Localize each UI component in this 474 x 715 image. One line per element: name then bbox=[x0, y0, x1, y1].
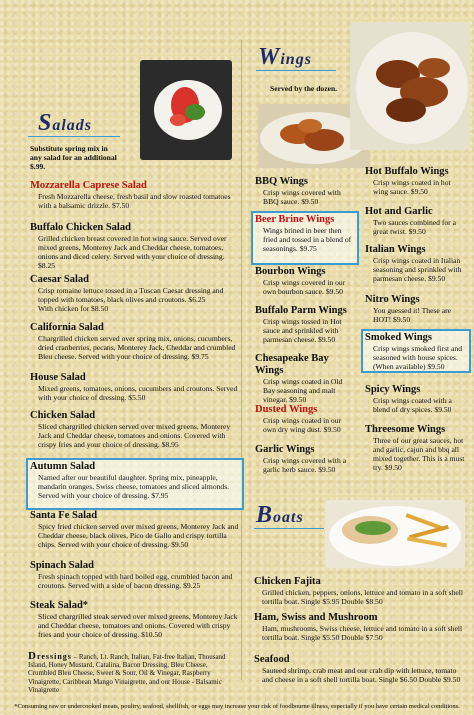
menu-item-price: $9.50 bbox=[427, 362, 445, 371]
menu-item bbox=[30, 180, 240, 210]
menu-item-price: $9.50 bbox=[393, 315, 411, 324]
wings-heading-underline bbox=[256, 70, 336, 71]
menu-item bbox=[255, 444, 355, 474]
menu-item-desc-text: Crisp romaine lettuce tossed in a Tuscan Caesar dressing and topped with tomatoes, black olives and croutons. bbox=[38, 286, 224, 304]
column-divider bbox=[241, 40, 242, 680]
menu-item-price: $9.50 bbox=[434, 405, 452, 414]
wings-heading-cap: W bbox=[258, 44, 281, 70]
menu-item-desc-text: Sliced chargrilled chicken served over mixed greens, Monterey Jack and Cheddar cheese, tomatoes and onions. Covered with crispy fries and your choice of dressing. bbox=[38, 422, 231, 449]
menu-item bbox=[255, 266, 355, 296]
dressings-dash: – bbox=[73, 653, 79, 661]
wings-heading-rest: ings bbox=[280, 51, 312, 68]
menu-item-price: $9.75 bbox=[299, 244, 317, 253]
menu-item-name: Italian Wings bbox=[365, 244, 426, 255]
menu-item-desc-text: Three of our great sauces, hot and garlic, cajun and bbq all mixed together. This is a must try. bbox=[373, 436, 465, 472]
boats-photo bbox=[325, 500, 465, 568]
menu-item bbox=[254, 612, 464, 642]
menu-item-price: $9.25 bbox=[183, 581, 201, 590]
menu-item bbox=[365, 332, 467, 371]
wings-heading bbox=[258, 44, 312, 71]
menu-item-desc-text: Crisp wings coated in Old Bay seasoning and malt vinegar. bbox=[263, 377, 343, 404]
menu-item-desc-text: Crisp wings coated in Italian seasoning and sprinkled with parmesan cheese. bbox=[373, 256, 462, 283]
menu-item-description bbox=[255, 456, 355, 474]
menu-item-name: Buffalo Chicken Salad bbox=[30, 222, 131, 233]
menu-item-price: $7.50 bbox=[112, 201, 130, 210]
menu-item bbox=[30, 372, 240, 402]
menu-item bbox=[365, 244, 467, 283]
menu-item-description bbox=[254, 666, 464, 684]
menu-item-name: Spinach Salad bbox=[30, 560, 94, 571]
menu-item-description bbox=[255, 416, 355, 434]
menu-item-name: Steak Salad* bbox=[30, 600, 89, 611]
menu-item-description bbox=[30, 192, 240, 210]
menu-item-price: $9.50 bbox=[408, 227, 426, 236]
menu-item-name: Autumn Salad bbox=[30, 461, 96, 472]
wings-photo-large bbox=[350, 22, 470, 150]
menu-item-desc-text: Crisp wings tossed in Hot sauce and sprinkled with parmesan cheese. bbox=[263, 317, 342, 344]
menu-item-desc-text: Crisp wings covered with BBQ sauce. bbox=[263, 188, 341, 206]
menu-item-description bbox=[365, 306, 467, 324]
menu-item-name: Seafood bbox=[254, 654, 290, 665]
menu-item-name: Santa Fe Salad bbox=[30, 510, 98, 521]
menu-item-name: Chesapeake Bay Wings bbox=[255, 353, 329, 376]
menu-item-desc-text: Fresh spinach topped with hard boiled egg, crumbled bacon and croutons. Served with a side of bacon dressing. bbox=[38, 572, 233, 590]
menu-item-price: $8.95 bbox=[161, 440, 179, 449]
menu-item-description bbox=[365, 218, 467, 236]
menu-item-desc-text: Crisp wings coated in hot wing sauce. bbox=[373, 178, 451, 196]
menu-item-description bbox=[30, 522, 240, 549]
menu-item-desc-text: Grilled chicken breast covered in hot wing sauce. Served over mixed greens, Monterey Jack and Cheddar cheese, tomatoes, onions and diced celery. Served with your choice of dressing. bbox=[38, 234, 227, 261]
menu-item-name: BBQ Wings bbox=[255, 176, 309, 187]
menu-item bbox=[365, 424, 467, 472]
boats-heading bbox=[256, 502, 304, 529]
menu-item-name: Threesome Wings bbox=[365, 424, 446, 435]
menu-item-name: Chicken Salad bbox=[30, 410, 96, 421]
menu-item-price: $8.25 bbox=[38, 261, 56, 270]
menu-item-desc-text: Crisp wings covered in our own bourbon sauce. bbox=[263, 278, 346, 296]
menu-item-description bbox=[365, 436, 467, 472]
menu-item bbox=[30, 410, 240, 449]
menu-item-description bbox=[30, 612, 240, 639]
menu-item bbox=[30, 222, 240, 270]
menu-item bbox=[30, 510, 240, 549]
menu-item-desc-text: Named after our beautiful daughter. Spring mix, pineapple, mandarin oranges, Swiss cheese, tomatoes and sliced almonds. Served with your choice of dressing. bbox=[38, 473, 230, 500]
menu-item-desc-text: Crisp wings coated with a blend of dry spices. bbox=[373, 396, 452, 414]
menu-item-name: Hot and Garlic bbox=[365, 206, 433, 217]
menu-item-price: $7.95 bbox=[151, 491, 169, 500]
menu-item-description bbox=[30, 286, 240, 313]
menu-item bbox=[365, 384, 467, 414]
menu-item-price: $10.50 bbox=[141, 630, 163, 639]
salads-heading-underline bbox=[28, 136, 120, 137]
menu-item-name: California Salad bbox=[30, 322, 104, 333]
menu-item-description bbox=[365, 256, 467, 283]
menu-item-desc-text: Crisp wings covered with a garlic herb sauce. bbox=[263, 456, 347, 474]
menu-item-name: Smoked Wings bbox=[365, 332, 433, 343]
dressings-heading-cap: D bbox=[28, 650, 37, 662]
salads-heading-rest: alads bbox=[52, 117, 93, 134]
menu-item bbox=[30, 274, 240, 313]
menu-item-name: Buffalo Parm Wings bbox=[255, 305, 347, 316]
menu-item-price: $5.50 bbox=[128, 393, 146, 402]
menu-item-desc-text: Mixed greens, tomatoes, onions, cucumbers and croutons. Served with your choice of dressing. bbox=[38, 384, 238, 402]
salads-heading bbox=[38, 110, 92, 137]
menu-item-price: $9.50 bbox=[318, 465, 336, 474]
menu-item-name: Chicken Fajita bbox=[254, 576, 321, 587]
menu-item-description bbox=[30, 473, 240, 500]
menu-item-description bbox=[254, 588, 464, 606]
dressings-list: Ranch, Lt. Ranch, Italian, Fat-free Italian, Thousand Island, Honey Mustard, Catalina, Bacon Dressing, Bleu Cheese, Crumbled Bleu Cheese, Sweet & Sour, Oil & Vinegar, Raspberry Vinaigrette, Caribbean Mango Vinaigrette, and our House - Balsamic Vinaigrette bbox=[28, 653, 226, 694]
menu-item-description bbox=[30, 572, 240, 590]
menu-item bbox=[30, 322, 240, 361]
menu-item-name: Garlic Wings bbox=[255, 444, 315, 455]
footer-disclaimer: *Consuming raw or undercooked meats, poultry, seafood, shellfish, or eggs may increase your risk of foodbourne illness, especially if you have certain medical conditions. bbox=[14, 703, 460, 710]
menu-item bbox=[255, 353, 355, 404]
menu-item-name: Bourbon Wings bbox=[255, 266, 326, 277]
menu-item bbox=[255, 305, 355, 344]
menu-item-desc-text: Crisp wings coated in our own dry wing dust. bbox=[263, 416, 342, 434]
dressings-box bbox=[28, 652, 236, 694]
menu-item-description bbox=[30, 334, 240, 361]
menu-item bbox=[254, 654, 464, 684]
menu-item-desc-text: Ham, mushrooms, Swiss cheese, lettuce and tomato in a soft shell tortilla boat. Single $5.50 Double $7.50 bbox=[262, 624, 463, 642]
menu-item-price: $9.50 bbox=[384, 463, 402, 472]
menu-item bbox=[30, 600, 240, 639]
menu-item-name: Mozzarella Caprese Salad bbox=[30, 180, 147, 191]
menu-item-name: Spicy Wings bbox=[365, 384, 421, 395]
wings-photo-large-art bbox=[350, 22, 470, 150]
menu-item-description bbox=[365, 344, 467, 371]
menu-item-price: $9.50 bbox=[318, 335, 336, 344]
menu-item-name: Dusted Wings bbox=[255, 404, 318, 415]
menu-item-price: $9.50 bbox=[410, 187, 428, 196]
menu-item bbox=[30, 461, 240, 500]
menu-item-description bbox=[255, 317, 355, 344]
menu-item bbox=[365, 206, 467, 236]
wings-intro: Served by the dozen. bbox=[270, 84, 338, 93]
menu-item bbox=[255, 214, 355, 253]
menu-item-desc-text: Wings brined in beer then fried and tossed in a blend of seasonings. bbox=[263, 226, 352, 253]
menu-item bbox=[254, 576, 464, 606]
boats-heading-rest: oats bbox=[273, 509, 304, 526]
menu-item-price: $9.50 bbox=[323, 425, 341, 434]
salads-intro: Substitute spring mix in any salad for an additional $.99. bbox=[30, 144, 117, 171]
salads-heading-cap: S bbox=[38, 110, 53, 136]
menu-item-description bbox=[255, 188, 355, 206]
boats-heading-underline bbox=[254, 528, 324, 529]
menu-item bbox=[365, 166, 467, 196]
menu-item-name: Nitro Wings bbox=[365, 294, 420, 305]
menu-item-price: $9.50 bbox=[171, 540, 189, 549]
menu-item-price: $9.50 bbox=[325, 287, 343, 296]
menu-item-name: Hot Buffalo Wings bbox=[365, 166, 449, 177]
menu-item-description bbox=[254, 624, 464, 642]
menu-item-name: Beer Brine Wings bbox=[255, 214, 335, 225]
salad-photo bbox=[140, 60, 232, 160]
menu-item-name: Ham, Swiss and Mushroom bbox=[254, 612, 378, 623]
menu-item-price: $9.75 bbox=[191, 352, 209, 361]
menu-item-extra: With chicken for $8.50 bbox=[38, 304, 109, 313]
menu-item-name: Caesar Salad bbox=[30, 274, 90, 285]
menu-item-desc-text: Chargrilled chicken served over spring mix, onions, cucumbers, dried cranberries, pecans, Monterey Jack, Cheddar and crumbled Bleu cheese. Served with your choice of dressing. bbox=[38, 334, 236, 361]
menu-item-desc-text: Fresh Mozzarella cheese, fresh basil and slow roasted tomatoes with a balsamic drizzle. bbox=[38, 192, 231, 210]
menu-item-desc-text: Grilled chicken, peppers, onions, lettuce and tomato in a soft shell tortilla boat. Single $5.95 Double $8.50 bbox=[262, 588, 463, 606]
dressings-heading bbox=[28, 650, 72, 662]
menu-item-price: $9.50 bbox=[428, 274, 446, 283]
menu-item-price: $9.50 bbox=[301, 197, 319, 206]
menu-item-description bbox=[30, 384, 240, 402]
menu-item bbox=[30, 560, 240, 590]
menu-item-description bbox=[30, 422, 240, 449]
menu-item-description bbox=[255, 278, 355, 296]
menu-item bbox=[255, 176, 355, 206]
menu-item-description bbox=[255, 377, 355, 404]
menu-item-desc-text: Sauteed shrimp, crab meat and our crab dip with lettuce, tomato and cheese in a soft shell tortilla boat. Single $6.50 Double $9.50 bbox=[262, 666, 461, 684]
boats-heading-cap: B bbox=[256, 502, 274, 528]
menu-item-description bbox=[30, 234, 240, 270]
menu-item-desc-text: Crisp wings smoked first and seasoned with house spices. (When available) bbox=[373, 344, 463, 371]
menu-item-desc-text: Two sauces combined for a great twist. bbox=[373, 218, 456, 236]
menu-item bbox=[255, 404, 355, 434]
menu-item bbox=[365, 294, 467, 324]
menu-item-name: House Salad bbox=[30, 372, 86, 383]
boats-photo-art bbox=[325, 500, 465, 568]
menu-item-description bbox=[255, 226, 355, 253]
salad-photo-art bbox=[140, 60, 232, 160]
menu-item-desc-text: You guessed it! These are HOT! bbox=[373, 306, 451, 324]
menu-item-price: $6.25 bbox=[188, 295, 206, 304]
menu-item-price: $9.50 bbox=[289, 395, 307, 404]
menu-item-description bbox=[365, 178, 467, 196]
menu-item-description bbox=[365, 396, 467, 414]
dressings-heading-rest: ressings bbox=[36, 652, 72, 661]
menu-item-desc-text: Sliced chargrilled steak served over mixed greens, Monterey Jack and Cheddar cheese, tomatoes and onions. Covered with crispy fries and your choice of dressing. bbox=[38, 612, 238, 639]
menu-item-desc-text: Spicy fried chicken served over mixed greens, Monterey Jack and Cheddar cheese, black olives, Pico de Gallo and crispy tortilla chips. Served with your choice of dressing. bbox=[38, 522, 239, 549]
